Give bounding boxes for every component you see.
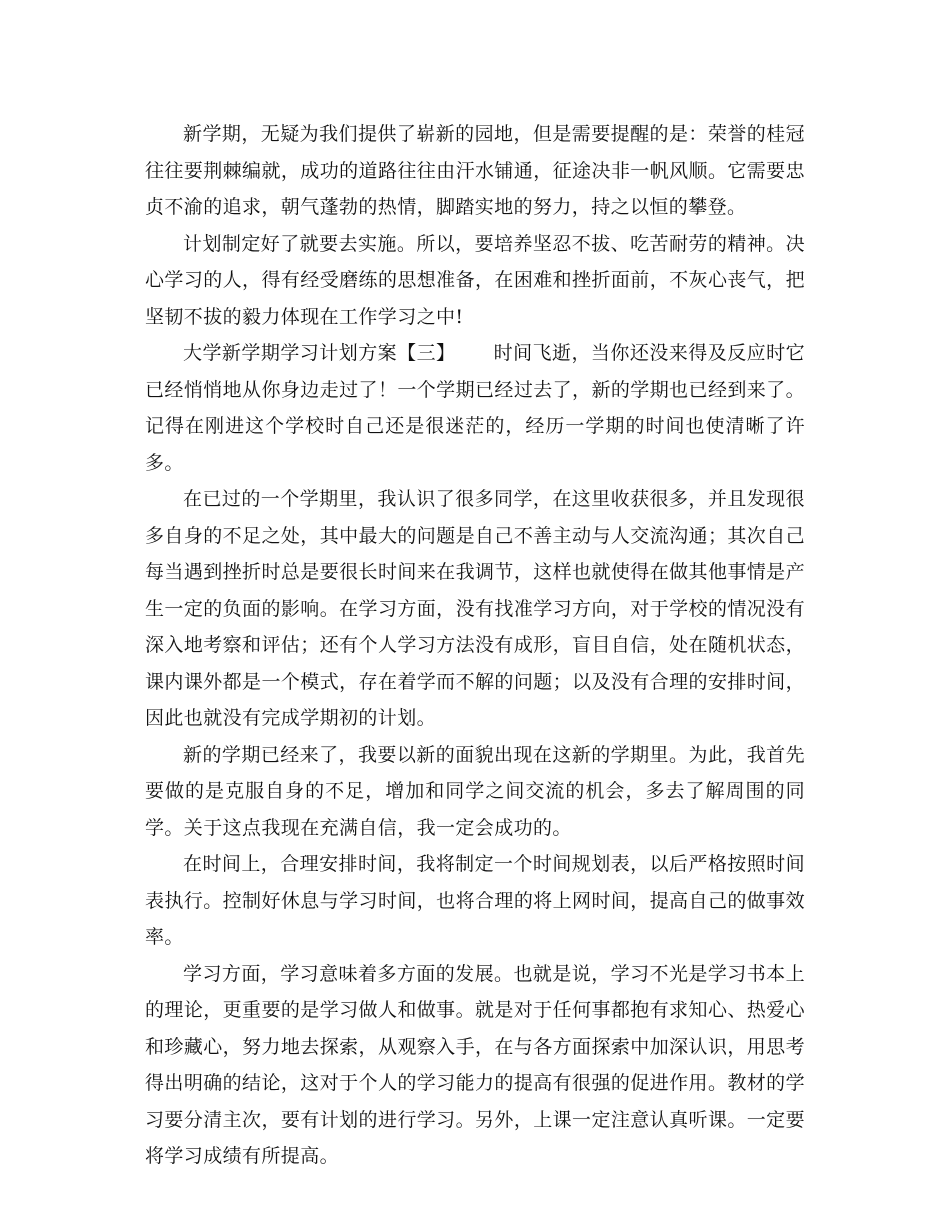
paragraph-3 (145, 335, 805, 481)
paragraph-6: 在时间上，合理安排时间，我将制定一个时间规划表，以后严格按照时间表执行。控制好休息与学习时间，也将合理的将上网时间，提高自己的做事效率。 (145, 853, 805, 948)
paragraph-3-text: 时间飞逝，当你还没来得及反应时它已经悄悄地从你身边走过了！一个学期已经过去了，新的学期也已经到来了。记得在刚进这个学校时自己还是很迷茫的，经历一学期的时间也使清晰了许多。 (145, 342, 805, 474)
paragraph-2: 计划制定好了就要去实施。所以，要培养坚忍不拔、吃苦耐劳的精神。决心学习的人，得有经受磨练的思想准备，在困难和挫折面前，不灰心丧气，把坚韧不拔的毅力体现在工作学习之中! (145, 232, 805, 328)
paragraph-7: 学习方面，学习意味着多方面的发展。也就是说，学习不光是学习书本上的理论，更重要的是学习做人和做事。就是对于任何事都抱有求知心、热爱心和珍藏心，努力地去探索，从观察入手，在与各方面探索中加深认识，用思考得出明确的结论，这对于个人的学习能力的提高有很强的促进作用。教材的学习要分清主次，要有计划的进行学习。另外，上课一定注意认真听课。一定要将学习成绩有所提高。 (145, 962, 805, 1167)
paragraph-5: 新的学期已经来了，我要以新的面貌出现在这新的学期里。为此，我首先要做的是克服自身的不足，增加和同学之间交流的机会，多去了解周围的同学。关于这点我现在充满自信，我一定会成功的。 (145, 743, 805, 839)
document-body (145, 116, 805, 1175)
section-heading: 大学新学期学习计划方案【三】 (183, 342, 456, 364)
paragraph-4: 在已过的一个学期里，我认识了很多同学，在这里收获很多，并且发现很多自身的不足之处，其中最大的问题是自己不善主动与人交流沟通；其次自己每当遇到挫折时总是要很长时间来在我调节，这样也就使得在做其他事情是产生一定的负面的影响。在学习方面，没有找准学习方向，对于学校的情况没有深入地考察和评估；还有个人学习方法没有成形，盲目自信，处在随机状态，课内课外都是一个模式，存在着学而不解的问题；以及没有合理的安排时间，因此也就没有完成学期初的计划。 (145, 488, 805, 729)
paragraph-1: 新学期，无疑为我们提供了崭新的园地，但是需要提醒的是：荣誉的桂冠往往要荆棘编就，成功的道路往往由汗水铺通，征途决非一帆风顺。它需要忠贞不渝的追求，朝气蓬勃的热情，脚踏实地的努力，持之以恒的攀登。 (145, 123, 805, 218)
